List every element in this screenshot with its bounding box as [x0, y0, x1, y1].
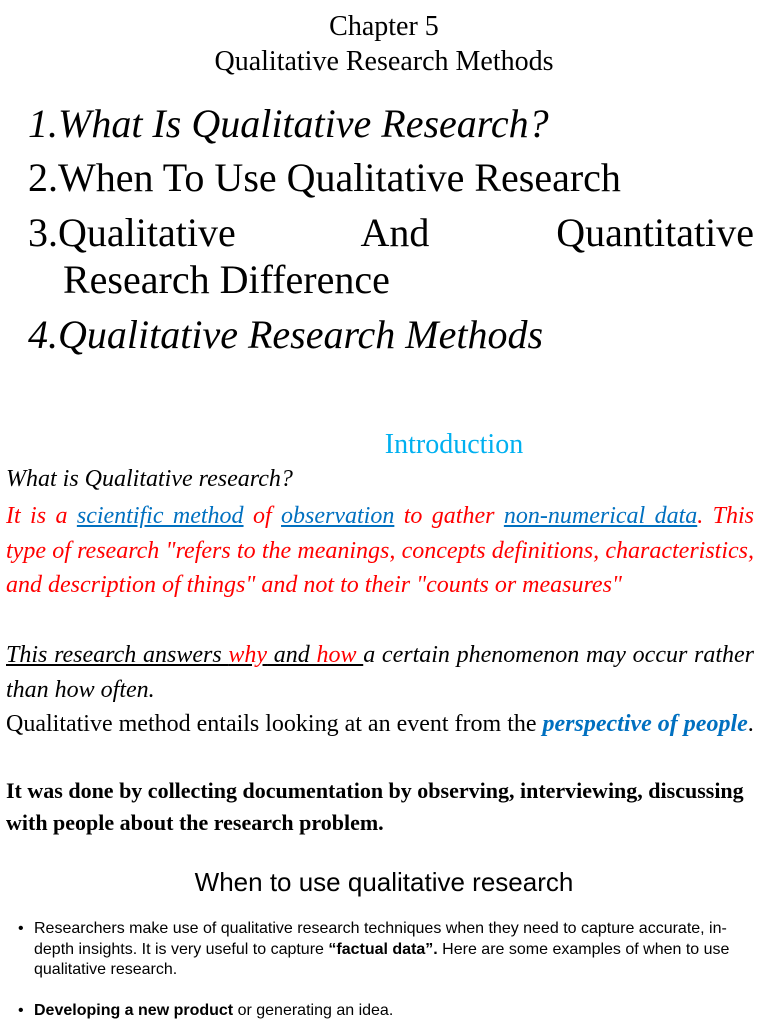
why-word: why [228, 642, 268, 668]
intro-question: What is Qualitative research? [6, 466, 293, 492]
answers-text: a certain phenomenon may occur rather than how often. [6, 642, 755, 703]
definition-paragraph [6, 499, 754, 603]
toc-item-4: 4.Qualitative Research Methods [28, 312, 544, 357]
factual-data-text: “factual data”. [328, 940, 438, 958]
method-paragraph [6, 707, 754, 742]
toc-item-3-line-1 [28, 209, 754, 257]
method-text: . [747, 711, 754, 737]
answers-text: This research answers [6, 642, 229, 668]
bullet-icon: • [18, 1002, 24, 1019]
definition-text: of [243, 503, 282, 529]
non-numerical-data-link[interactable]: non-numerical data [503, 503, 698, 529]
bullet-icon: • [18, 920, 24, 937]
toc-item-3-word-3: Quantitative [556, 210, 754, 255]
toc-item-3-word-2: And [360, 210, 430, 255]
introduction-heading: Introduction [384, 429, 524, 460]
how-word: how [316, 642, 364, 668]
chapter-title: Qualitative Research Methods [214, 46, 554, 77]
observation-link[interactable]: observation [281, 503, 395, 529]
answers-text-underlined [6, 642, 363, 668]
toc-item-1: 1.What Is Qualitative Research? [28, 101, 549, 146]
toc-item-3-word-1: 3.Qualitative [28, 210, 236, 255]
scientific-method-link[interactable]: scientific method [76, 503, 244, 529]
when-to-use-heading: When to use qualitative research [194, 867, 574, 897]
toc-item-2: 2.When To Use Qualitative Research [28, 155, 621, 200]
definition-text: to gather [394, 503, 504, 529]
toc-item-3-line-2: Research Difference [63, 257, 390, 302]
done-paragraph: It was done by collecting documentation by observing, interviewing, discussing with people about the research problem. [6, 778, 744, 835]
definition-text: It is a [6, 503, 77, 529]
bullet-text: Researchers make use of qualitative research techniques when they need to capture accurate, in-depth insights. It is very useful to capture [34, 920, 727, 958]
bullet-text: Here are some examples of when to use qualitative research. [34, 940, 730, 978]
list-item [18, 1001, 758, 1022]
definition-text: . This type of research "refers to the meanings, concepts definitions, characteristics, and description of things" and not to their "counts or measures" [6, 503, 755, 598]
list-item [18, 919, 758, 981]
new-product-text: Developing a new product [34, 1002, 234, 1019]
answers-text: and [267, 642, 317, 668]
answers-paragraph [6, 638, 754, 707]
perspective-of-people-text: perspective of people [542, 711, 748, 737]
method-text: Qualitative method entails looking at an event from the [6, 711, 543, 737]
chapter-number: Chapter 5 [329, 11, 439, 42]
bullet-text: or generating an idea. [233, 1002, 394, 1019]
